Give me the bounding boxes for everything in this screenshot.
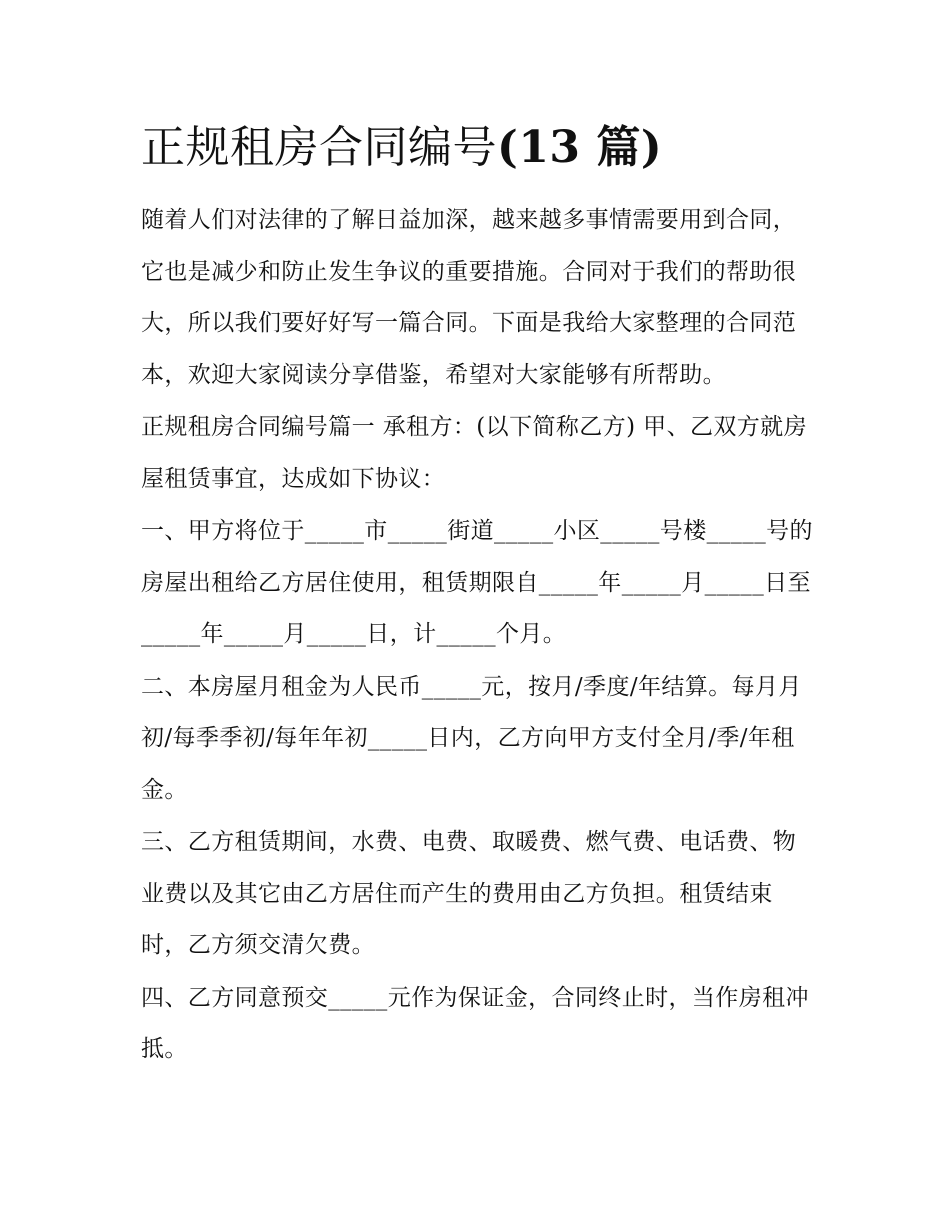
document-title-count: (13 篇) [497, 122, 663, 173]
clause-3-paragraph: 三、乙方租赁期间，水费、电费、取暖费、燃气费、电话费、物业费以及其它由乙方居住而产生的费用由乙方负担。租赁结束时，乙方须交清欠费。 [141, 829, 797, 958]
document-title [141, 118, 813, 178]
clause-1-paragraph: 一、甲方将位于_____市_____街道_____小区_____号楼_____号的房屋出租给乙方居住使用，租赁期限自_____年_____月_____日至_____年_____月_____日，计_____个月。 [141, 518, 813, 647]
intro-paragraph: 随着人们对法律的了解日益加深，越来越多事情需要用到合同，它也是减少和防止发生争议的重要措施。合同对于我们的帮助很大，所以我们要好好写一篇合同。下面是我给大家整理的合同范本，欢迎大家阅读分享借鉴，希望对大家能够有所帮助。 [141, 207, 797, 388]
document-body [141, 195, 813, 1076]
document-title-main: 正规租房合同编号 [141, 122, 497, 173]
document-page [141, 118, 813, 1077]
clause-2-paragraph: 二、本房屋月租金为人民币_____元，按月/季度/年结算。每月月初/每季季初/每年年初_____日内，乙方向甲方支付全月/季/年租金。 [141, 673, 802, 803]
contract-heading-paragraph: 正规租房合同编号篇一 承租方：(以下简称乙方) 甲、乙双方就房屋租赁事宜，达成如下协议： [141, 414, 807, 492]
clause-4-paragraph: 四、乙方同意预交_____元作为保证金，合同终止时，当作房租冲抵。 [141, 984, 809, 1062]
